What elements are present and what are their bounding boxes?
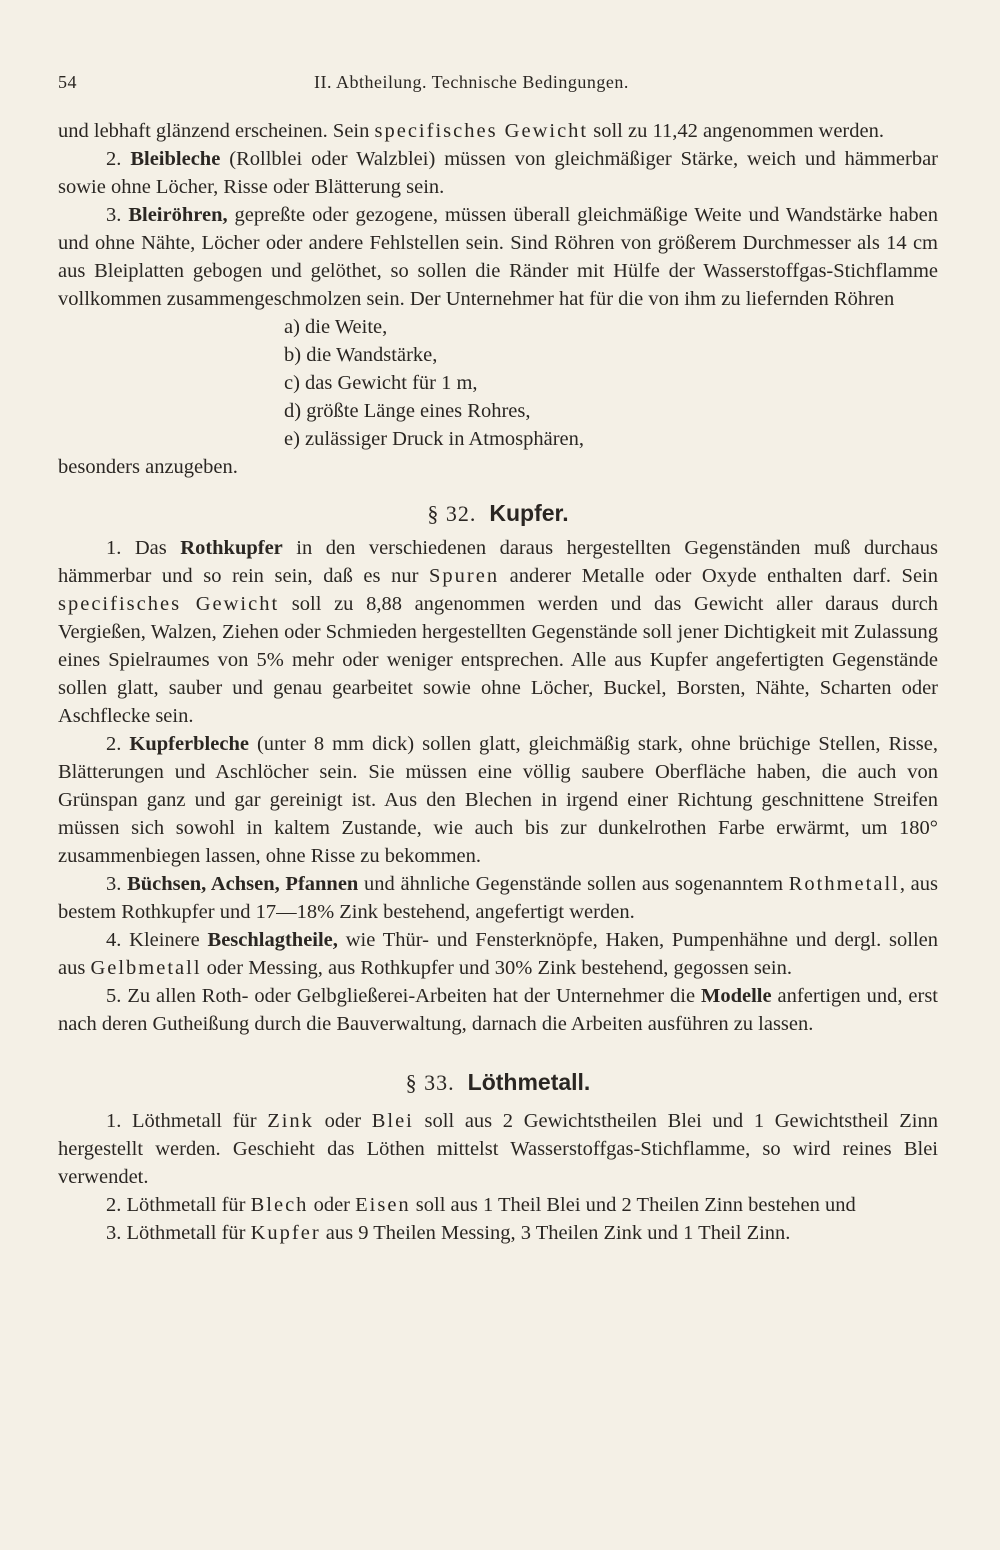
paragraph-buechsen: 3. Büchsen, Achsen, Pfannen und ähnliche Gegenstände sollen aus sogenanntem Rothmetall, aus bestem Rothkupfer und 17—18% Zink bestehend, angefertigt werden.	[58, 873, 938, 923]
paragraph-modelle: 5. Zu allen Roth- oder Gelbgließerei-Arbeiten hat der Unternehmer die Modelle anfertigen und, erst nach deren Gutheißung durch die Bauverwaltung, darnach die Arbeiten ausführen zu lassen.	[58, 985, 938, 1035]
list-item: e) zulässiger Druck in Atmosphären,	[284, 428, 585, 450]
list-item: c) das Gewicht für 1 m,	[284, 372, 478, 394]
running-title: II. Abtheilung. Technische Bedingungen.	[314, 72, 629, 92]
list-item: b) die Wandstärke,	[284, 344, 438, 366]
list-item: d) größte Länge eines Rohres,	[284, 400, 531, 422]
paragraph-blei-gewicht: und lebhaft glänzend erscheinen. Sein specifisches Gewicht soll zu 11,42 angenommen werden.	[58, 120, 884, 142]
paragraph-loethmetall-blech: 2. Löthmetall für Blech oder Eisen soll aus 1 Theil Blei und 2 Theilen Zinn bestehen und	[106, 1194, 856, 1216]
paragraph-bleibleche: 2. Bleibleche (Rollblei oder Walzblei) müssen von gleichmäßiger Stärke, weich und hämmerbar sowie ohne Löcher, Risse oder Blätterung sein.	[58, 148, 939, 198]
body-text	[58, 117, 938, 1247]
paragraph-bleiroehren: 3. Bleiröhren, gepreßte oder gezogene, müssen überall gleichmäßige Weite und Wandstärke haben und ohne Nähte, Löcher oder andere Fehlstellen sein. Sind Röhren von größerem Durchmesser als 14 cm aus Bleiplatten gebogen und gelöthet, so sollen die Ränder mit Hülfe der Wasserstoffgas-Stichflamme vollkommen zusammengeschmolzen sein. Der Unternehmer hat für die von ihm zu liefernden Röhren	[58, 204, 938, 310]
list-item: a) die Weite,	[284, 316, 388, 338]
list-closing: besonders anzugeben.	[58, 456, 238, 478]
requirements-list	[58, 313, 938, 453]
section-heading-32: § 32. Kupfer.	[427, 500, 569, 526]
paragraph-rothkupfer: 1. Das Rothkupfer in den verschiedenen daraus hergestellten Gegenständen muß durchaus hämmerbar und so rein sein, daß es nur Spuren anderer Metalle oder Oxyde enthalten darf. Sein specifisches Gewicht soll zu 8,88 angenommen werden und das Gewicht aller daraus durch Vergießen, Walzen, Ziehen oder Schmieden hergestellten Gegenstände soll jener Dichtigkeit mit Zulassung eines Spielraumes von 5% mehr oder weniger entsprechen. Alle aus Kupfer angefertigten Gegenstände sollen glatt, sauber und genau gearbeitet sowie ohne Löcher, Buckel, Borsten, Nähte, Scharten oder Aschflecke sein.	[58, 537, 939, 727]
paragraph-beschlagtheile: 4. Kleinere Beschlagtheile, wie Thür- und Fensterknöpfe, Haken, Pumpenhähne und dergl. sollen aus Gelbmetall oder Messing, aus Rothkupfer und 30% Zink bestehend, gegossen sein.	[58, 929, 938, 979]
section-heading-33: § 33. Löthmetall.	[405, 1069, 591, 1095]
paragraph-kupferbleche: 2. Kupferbleche (unter 8 mm dick) sollen glatt, gleichmäßig stark, ohne brüchige Stellen, Risse, Blätterungen und Aschlöcher sein. Sie müssen eine völlig saubere Oberfläche haben, die auch von Grünspan ganz und gar gereinigt ist. Aus den Blechen in irgend einer Richtung geschnittene Streifen müssen sich sowohl in kaltem Zustande, wie auch bis zur dunkelrothen Farbe erwärmt, um 180° zusammenbiegen lassen, ohne Risse zu bekommen.	[58, 733, 939, 867]
page-number: 54	[58, 72, 77, 92]
paragraph-loethmetall-kupfer: 3. Löthmetall für Kupfer aus 9 Theilen Messing, 3 Theilen Zink und 1 Theil Zinn.	[106, 1222, 791, 1244]
paragraph-loethmetall-zink: 1. Löthmetall für Zink oder Blei soll aus 2 Gewichtstheilen Blei und 1 Gewichtstheil Zinn hergestellt werden. Geschieht das Löthen mittelst Wasserstoffgas-Stichflamme, so wird reines Blei verwendet.	[58, 1110, 938, 1188]
